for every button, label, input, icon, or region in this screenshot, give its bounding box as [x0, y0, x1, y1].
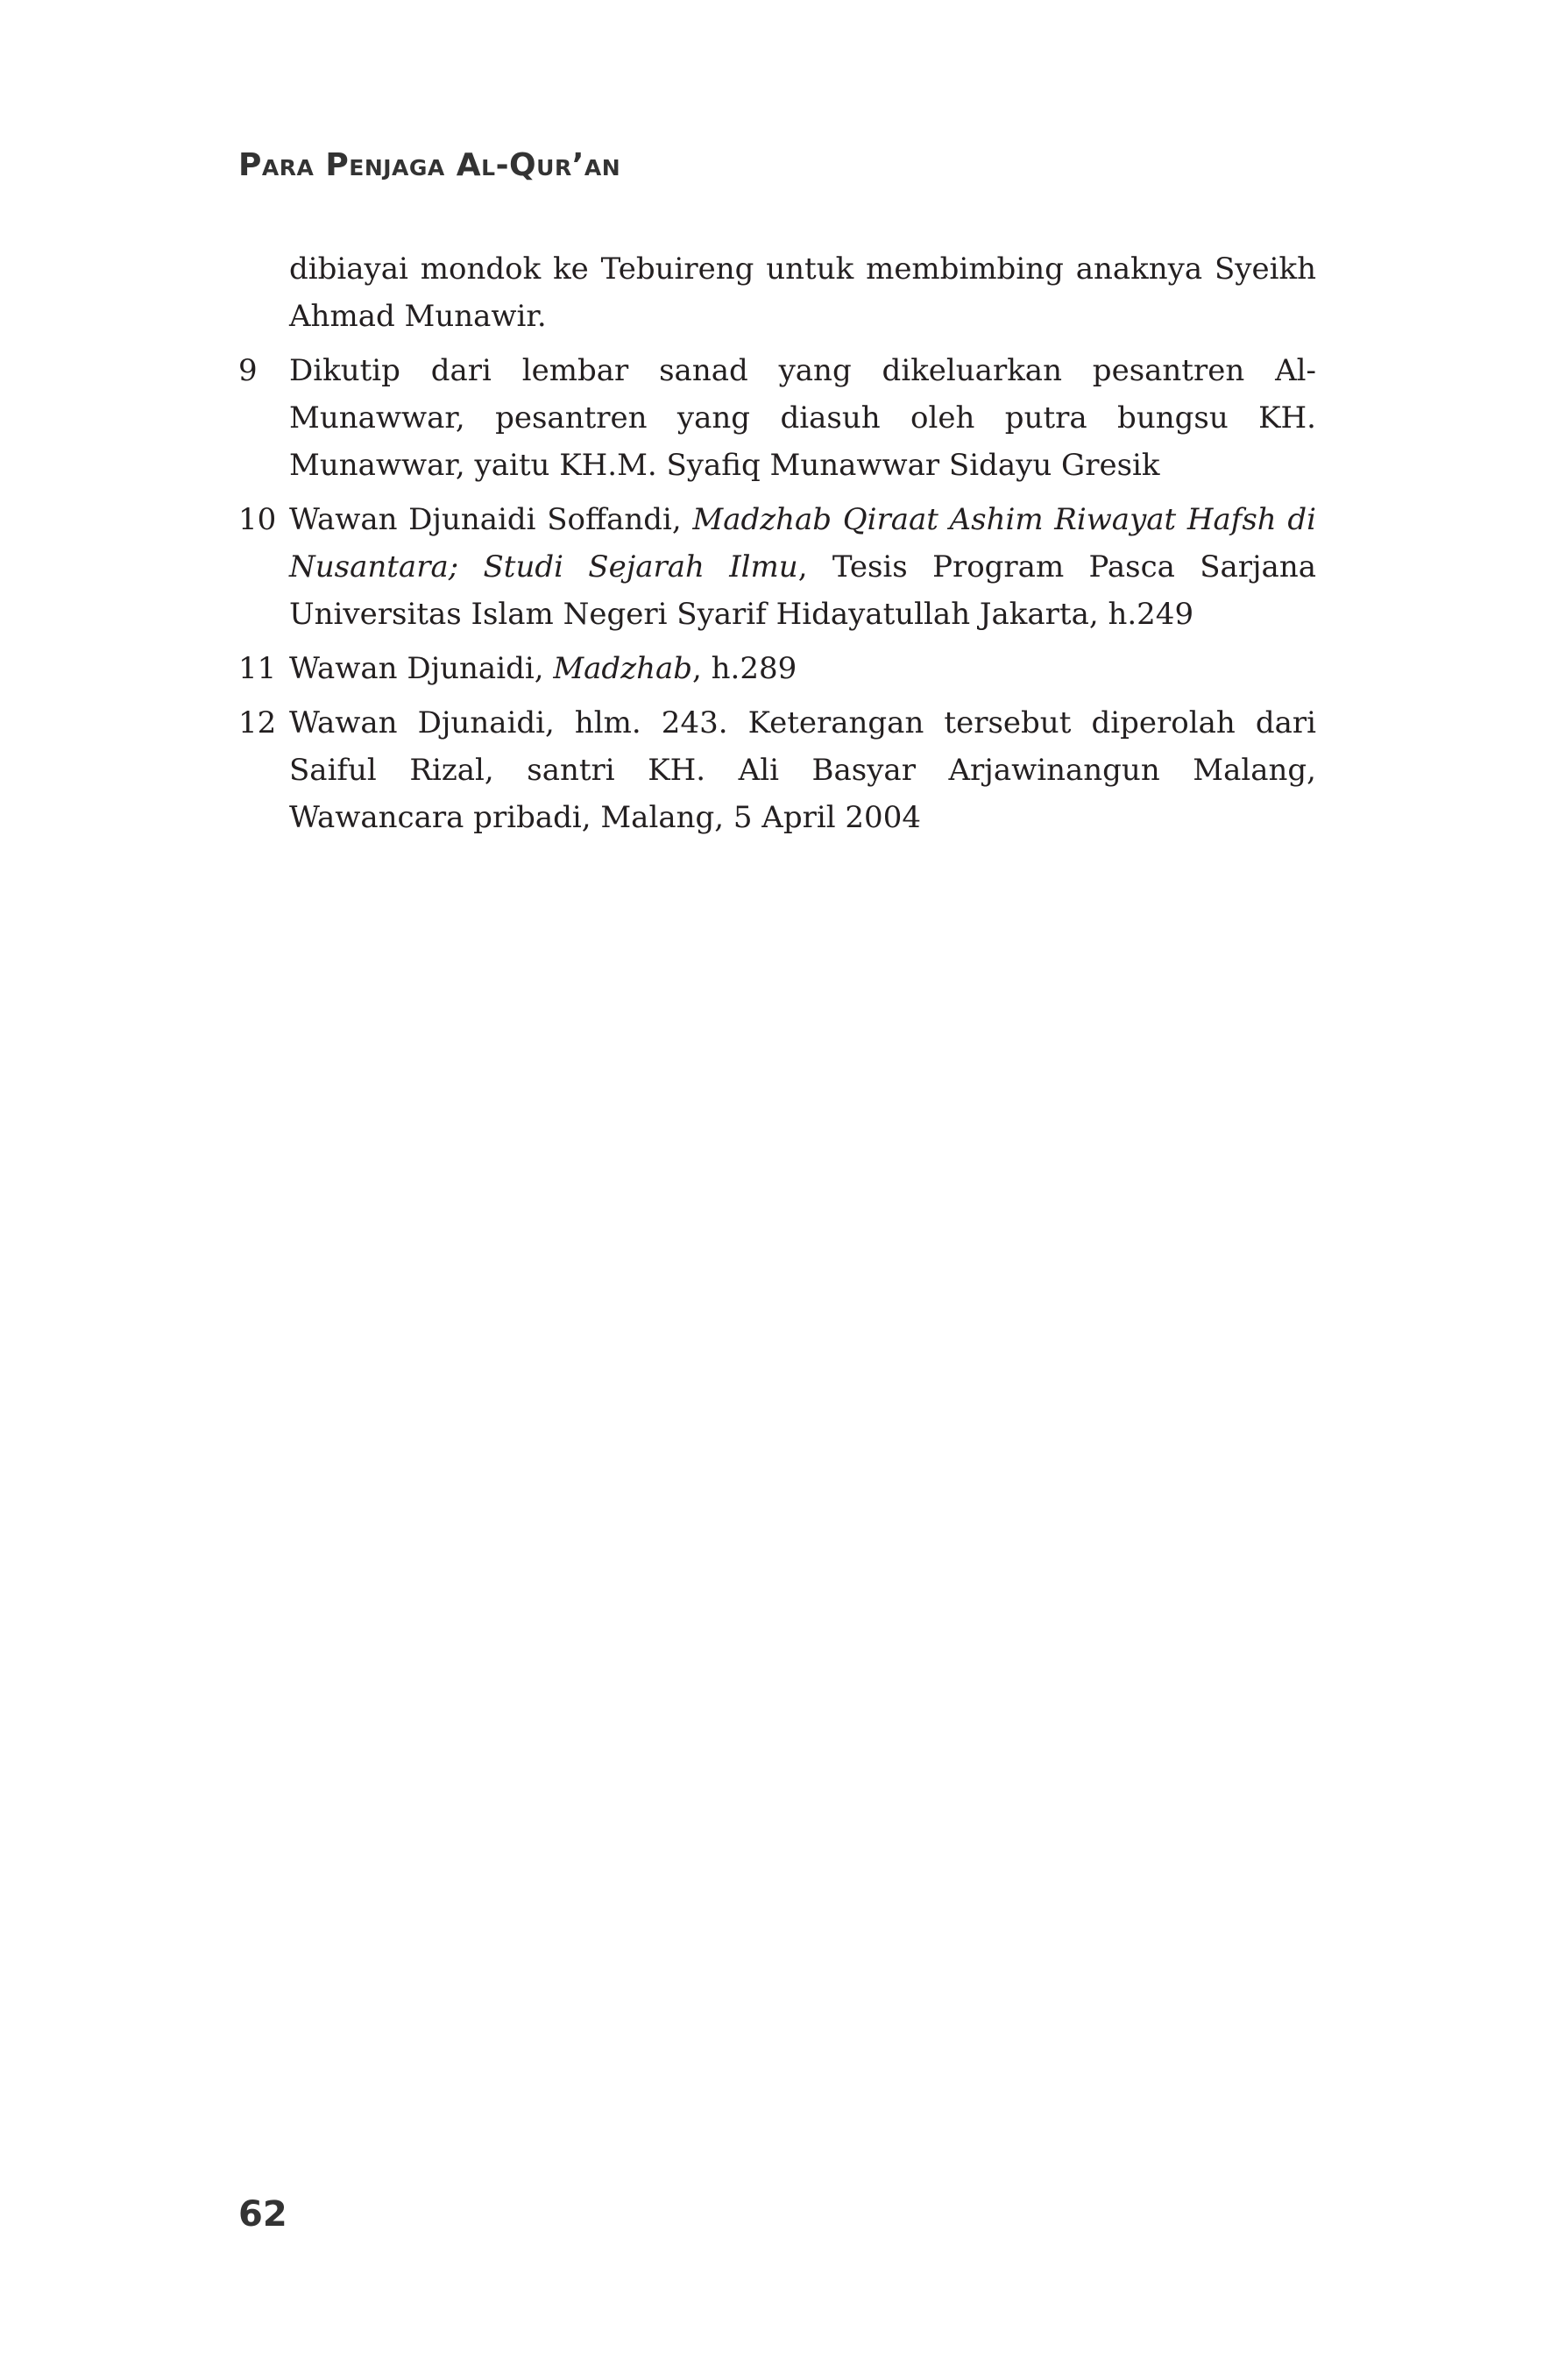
- footnote-text: dibiayai mondok ke Tebuireng untuk membimbing anaknya Syeikh Ahmad Munawir.: [289, 251, 1316, 334]
- footnote-title: Madzhab: [553, 651, 693, 686]
- footnote-author: Wawan Djunaidi,: [289, 651, 554, 686]
- footnote-number: 10: [238, 502, 277, 537]
- footnote-12: [238, 699, 1316, 841]
- footnote-rest: , h.289: [692, 651, 797, 686]
- footnote-number: 11: [238, 651, 277, 686]
- footnote-title: Madzhab Qiraat Ashim Riwayat Hafsh di Nusantara; Studi Sejarah Ilmu: [289, 502, 1316, 584]
- footnote-text: [289, 496, 1316, 638]
- footnote-text: Dikutip dari lembar sanad yang dikeluarkan pesantren Al-Munawwar, pesantren yang diasuh oleh putra bungsu KH. Munawwar, yaitu KH.M. Syafiq Munawwar Sidayu Gresik: [289, 353, 1316, 483]
- footnote-number: 12: [238, 705, 277, 740]
- running-header: Para Penjaga Al-Qur’an: [238, 147, 621, 183]
- footnote-11: [238, 645, 1316, 692]
- footnote-rest: , Tesis Program Pasca Sarjana Universitas Islam Negeri Syarif Hidayatullah Jakarta, h.249: [289, 549, 1316, 632]
- footnote-10: [238, 496, 1316, 638]
- footnote-author: Wawan Djunaidi Soffandi,: [289, 502, 693, 537]
- footnote-number: 9: [238, 353, 258, 388]
- footnote-text: Wawan Djunaidi, hlm. 243. Keterangan tersebut diperolah dari Saiful Rizal, santri KH. Ali Basyar Arjawinangun Malang, Wawancara pribadi, Malang, 5 April 2004: [289, 705, 1316, 835]
- footnote-text: [289, 645, 1316, 692]
- page-number: 62: [238, 2194, 287, 2235]
- footnote-continuation: [238, 245, 1316, 340]
- footnotes: [238, 245, 1316, 848]
- footnote-9: [238, 347, 1316, 489]
